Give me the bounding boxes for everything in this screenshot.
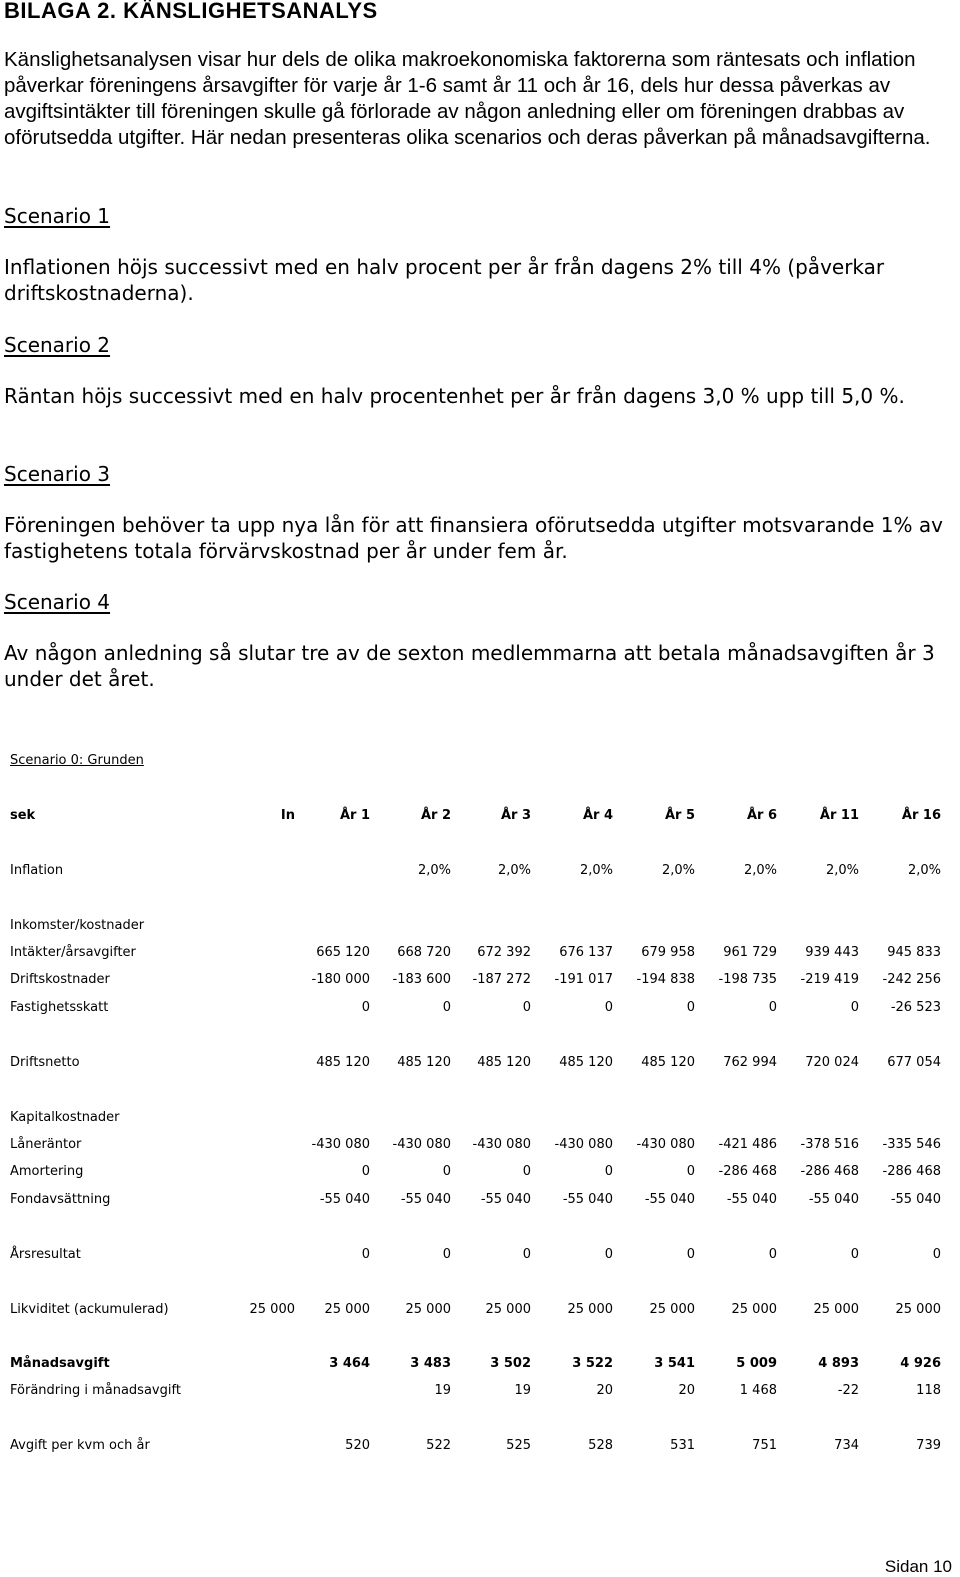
table-cell: 0 bbox=[768, 1247, 777, 1262]
table-cell: 0 bbox=[442, 1164, 451, 1179]
table-cell: -22 bbox=[837, 1383, 859, 1398]
table-cell: 485 120 bbox=[641, 1055, 695, 1070]
row-label: Månadsavgift bbox=[10, 1356, 110, 1371]
table-row bbox=[0, 1438, 960, 1456]
table-cell: 0 bbox=[686, 1000, 695, 1015]
table-cell: -55 040 bbox=[808, 1192, 859, 1207]
table-cell: -198 735 bbox=[718, 972, 777, 987]
table-cell: 0 bbox=[768, 1000, 777, 1015]
table-cell: -55 040 bbox=[319, 1192, 370, 1207]
table-cell: -187 272 bbox=[472, 972, 531, 987]
table-title: Scenario 0: Grunden bbox=[10, 753, 144, 768]
table-cell: 25 000 bbox=[895, 1302, 941, 1317]
table-cell: 0 bbox=[850, 1000, 859, 1015]
table-cell: 2,0% bbox=[907, 863, 941, 878]
table-cell: 0 bbox=[522, 1247, 531, 1262]
table-cell: 751 bbox=[752, 1438, 777, 1453]
table-cell: 0 bbox=[932, 1247, 941, 1262]
table-cell: -421 486 bbox=[718, 1137, 777, 1152]
scenario-4-heading: Scenario 4 bbox=[4, 590, 111, 614]
table-cell: -55 040 bbox=[400, 1192, 451, 1207]
table-cell: 485 120 bbox=[477, 1055, 531, 1070]
table-cell: 522 bbox=[426, 1438, 451, 1453]
table-cell: 25 000 bbox=[324, 1302, 370, 1317]
column-header: In bbox=[280, 808, 295, 823]
table-cell: 672 392 bbox=[477, 945, 531, 960]
table-cell: 720 024 bbox=[805, 1055, 859, 1070]
table-row bbox=[0, 1247, 960, 1265]
table-row bbox=[0, 1302, 960, 1320]
row-label: Intäkter/årsavgifter bbox=[10, 945, 136, 960]
table-cell: 679 958 bbox=[641, 945, 695, 960]
row-label: Likviditet (ackumulerad) bbox=[10, 1302, 169, 1317]
column-header: År 5 bbox=[664, 808, 695, 823]
table-cell: 25 000 bbox=[567, 1302, 613, 1317]
table-cell: 0 bbox=[361, 1000, 370, 1015]
table-cell: 762 994 bbox=[723, 1055, 777, 1070]
table-cell: 2,0% bbox=[661, 863, 695, 878]
table-cell: 668 720 bbox=[397, 945, 451, 960]
table-cell: 2,0% bbox=[417, 863, 451, 878]
scenario-1-text: Inflationen höjs successivt med en halv procent per år från dagens 2% till 4% (påverkar driftskostnaderna). bbox=[4, 255, 885, 305]
table-cell: 525 bbox=[506, 1438, 531, 1453]
column-header: År 16 bbox=[901, 808, 941, 823]
table-cell: 5 009 bbox=[736, 1356, 777, 1371]
table-cell: 0 bbox=[361, 1164, 370, 1179]
table-cell: -55 040 bbox=[562, 1192, 613, 1207]
table-row bbox=[0, 1110, 960, 1128]
row-label: Inflation bbox=[10, 863, 64, 878]
column-header: År 2 bbox=[420, 808, 451, 823]
table-row bbox=[0, 863, 960, 881]
table-cell: 0 bbox=[522, 1164, 531, 1179]
table-cell: 485 120 bbox=[316, 1055, 370, 1070]
column-header: År 3 bbox=[500, 808, 531, 823]
table-cell: 676 137 bbox=[559, 945, 613, 960]
table-cell: 3 502 bbox=[490, 1356, 531, 1371]
table-header-row bbox=[0, 808, 960, 826]
column-header: År 4 bbox=[582, 808, 613, 823]
table-cell: -219 419 bbox=[800, 972, 859, 987]
table-row bbox=[0, 1137, 960, 1155]
table-cell: 939 443 bbox=[805, 945, 859, 960]
table-cell: -286 468 bbox=[800, 1164, 859, 1179]
table-row bbox=[0, 1000, 960, 1018]
row-label: Driftsnetto bbox=[10, 1055, 80, 1070]
row-label: Kapitalkostnader bbox=[10, 1110, 120, 1125]
row-label: Årsresultat bbox=[10, 1247, 81, 1262]
table-cell: 485 120 bbox=[559, 1055, 613, 1070]
table-cell: 20 bbox=[596, 1383, 613, 1398]
column-header: År 6 bbox=[746, 808, 777, 823]
table-cell: 19 bbox=[434, 1383, 451, 1398]
table-row bbox=[0, 1356, 960, 1374]
table-cell: 2,0% bbox=[497, 863, 531, 878]
table-cell: -242 256 bbox=[882, 972, 941, 987]
row-label: Fastighetsskatt bbox=[10, 1000, 109, 1015]
row-label: sek bbox=[10, 808, 36, 823]
row-label: Förändring i månadsavgift bbox=[10, 1383, 181, 1398]
table-cell: -286 468 bbox=[882, 1164, 941, 1179]
table-cell: 20 bbox=[678, 1383, 695, 1398]
table-cell: -430 080 bbox=[472, 1137, 531, 1152]
table-cell: -191 017 bbox=[554, 972, 613, 987]
table-cell: -378 516 bbox=[800, 1137, 859, 1152]
table-cell: -55 040 bbox=[890, 1192, 941, 1207]
scenario-2-text: Räntan höjs successivt med en halv procentenhet per år från dagens 3,0 % upp till 5,0 %. bbox=[4, 384, 905, 408]
table-cell: 0 bbox=[522, 1000, 531, 1015]
table-cell: 4 893 bbox=[818, 1356, 859, 1371]
table-cell: 3 464 bbox=[329, 1356, 370, 1371]
page-number: Sidan 10 bbox=[884, 1557, 952, 1576]
table-cell: -430 080 bbox=[554, 1137, 613, 1152]
table-cell: 25 000 bbox=[405, 1302, 451, 1317]
table-cell: 665 120 bbox=[316, 945, 370, 960]
column-header: År 1 bbox=[339, 808, 370, 823]
table-cell: 0 bbox=[850, 1247, 859, 1262]
table-cell: 4 926 bbox=[900, 1356, 941, 1371]
table-cell: 734 bbox=[834, 1438, 859, 1453]
table-row bbox=[0, 1055, 960, 1073]
table-cell: 0 bbox=[604, 1164, 613, 1179]
table-cell: 0 bbox=[604, 1000, 613, 1015]
table-cell: 0 bbox=[442, 1000, 451, 1015]
table-cell: 528 bbox=[588, 1438, 613, 1453]
table-cell: -286 468 bbox=[718, 1164, 777, 1179]
table-cell: 520 bbox=[345, 1438, 370, 1453]
row-label: Avgift per kvm och år bbox=[10, 1438, 150, 1453]
table-cell: -335 546 bbox=[882, 1137, 941, 1152]
table-cell: 945 833 bbox=[887, 945, 941, 960]
column-header: År 11 bbox=[819, 808, 859, 823]
row-label: Fondavsättning bbox=[10, 1192, 111, 1207]
table-cell: 25 000 bbox=[249, 1302, 295, 1317]
table-cell: 2,0% bbox=[825, 863, 859, 878]
table-cell: -183 600 bbox=[392, 972, 451, 987]
row-label: Inkomster/kostnader bbox=[10, 918, 145, 933]
table-cell: 2,0% bbox=[579, 863, 613, 878]
row-label: Låneräntor bbox=[10, 1137, 82, 1152]
table-cell: 25 000 bbox=[485, 1302, 531, 1317]
table-cell: 0 bbox=[604, 1247, 613, 1262]
table-cell: 25 000 bbox=[649, 1302, 695, 1317]
scenario-4-text: Av någon anledning så slutar tre av de sexton medlemmarna att betala månadsavgiften år 3 under det året. bbox=[4, 641, 935, 691]
intro-paragraph: Känslighetsanalysen visar hur dels de olika makroekonomiska faktorerna som räntesats och inflation påverkar föreningens årsavgifter för varje år 1-6 samt år 11 och år 16, dels hur dessa påverkas av avgiftsintäkter till föreningen skulle gå förlorade av någon anledning eller om föreningen drabbas av oförutsedda utgifter. Här nedan presenteras olika scenarios och deras påverkan på månadsavgifterna. bbox=[4, 48, 931, 149]
row-label: Amortering bbox=[10, 1164, 84, 1179]
table-row bbox=[0, 918, 960, 936]
table-cell: 485 120 bbox=[397, 1055, 451, 1070]
scenario-3-text: Föreningen behöver ta upp nya lån för att finansiera oförutsedda utgifter motsvarande 1% av fastighetens totala förvärvskostnad per år under fem år. bbox=[4, 513, 943, 563]
table-cell: 118 bbox=[916, 1383, 941, 1398]
table-cell: 25 000 bbox=[813, 1302, 859, 1317]
scenario-1-heading: Scenario 1 bbox=[4, 204, 111, 228]
table-cell: 0 bbox=[686, 1247, 695, 1262]
table-cell: 3 522 bbox=[572, 1356, 613, 1371]
table-cell: 0 bbox=[686, 1164, 695, 1179]
table-cell: 1 468 bbox=[739, 1383, 777, 1398]
table-cell: 739 bbox=[916, 1438, 941, 1453]
table-row bbox=[0, 1164, 960, 1182]
table-cell: -55 040 bbox=[726, 1192, 777, 1207]
table-cell: -430 080 bbox=[636, 1137, 695, 1152]
table-cell: 3 541 bbox=[654, 1356, 695, 1371]
table-cell: -55 040 bbox=[644, 1192, 695, 1207]
row-label: Driftskostnader bbox=[10, 972, 110, 987]
table-cell: -55 040 bbox=[480, 1192, 531, 1207]
table-cell: 2,0% bbox=[743, 863, 777, 878]
table-cell: -26 523 bbox=[890, 1000, 941, 1015]
table-row bbox=[0, 1383, 960, 1401]
table-cell: 25 000 bbox=[731, 1302, 777, 1317]
table-row bbox=[0, 1192, 960, 1210]
table-cell: 531 bbox=[670, 1438, 695, 1453]
table-cell: 19 bbox=[514, 1383, 531, 1398]
table-cell: -180 000 bbox=[311, 972, 370, 987]
table-cell: 0 bbox=[442, 1247, 451, 1262]
table-cell: 677 054 bbox=[887, 1055, 941, 1070]
page-heading: BILAGA 2. KÄNSLIGHETSANALYS bbox=[4, 0, 378, 23]
table-cell: 3 483 bbox=[410, 1356, 451, 1371]
scenario-2-heading: Scenario 2 bbox=[4, 333, 111, 357]
table-row bbox=[0, 972, 960, 990]
table-cell: -430 080 bbox=[311, 1137, 370, 1152]
table-row bbox=[0, 945, 960, 963]
table-cell: 0 bbox=[361, 1247, 370, 1262]
table-cell: -430 080 bbox=[392, 1137, 451, 1152]
table-cell: -194 838 bbox=[636, 972, 695, 987]
scenario-3-heading: Scenario 3 bbox=[4, 462, 111, 486]
table-cell: 961 729 bbox=[723, 945, 777, 960]
